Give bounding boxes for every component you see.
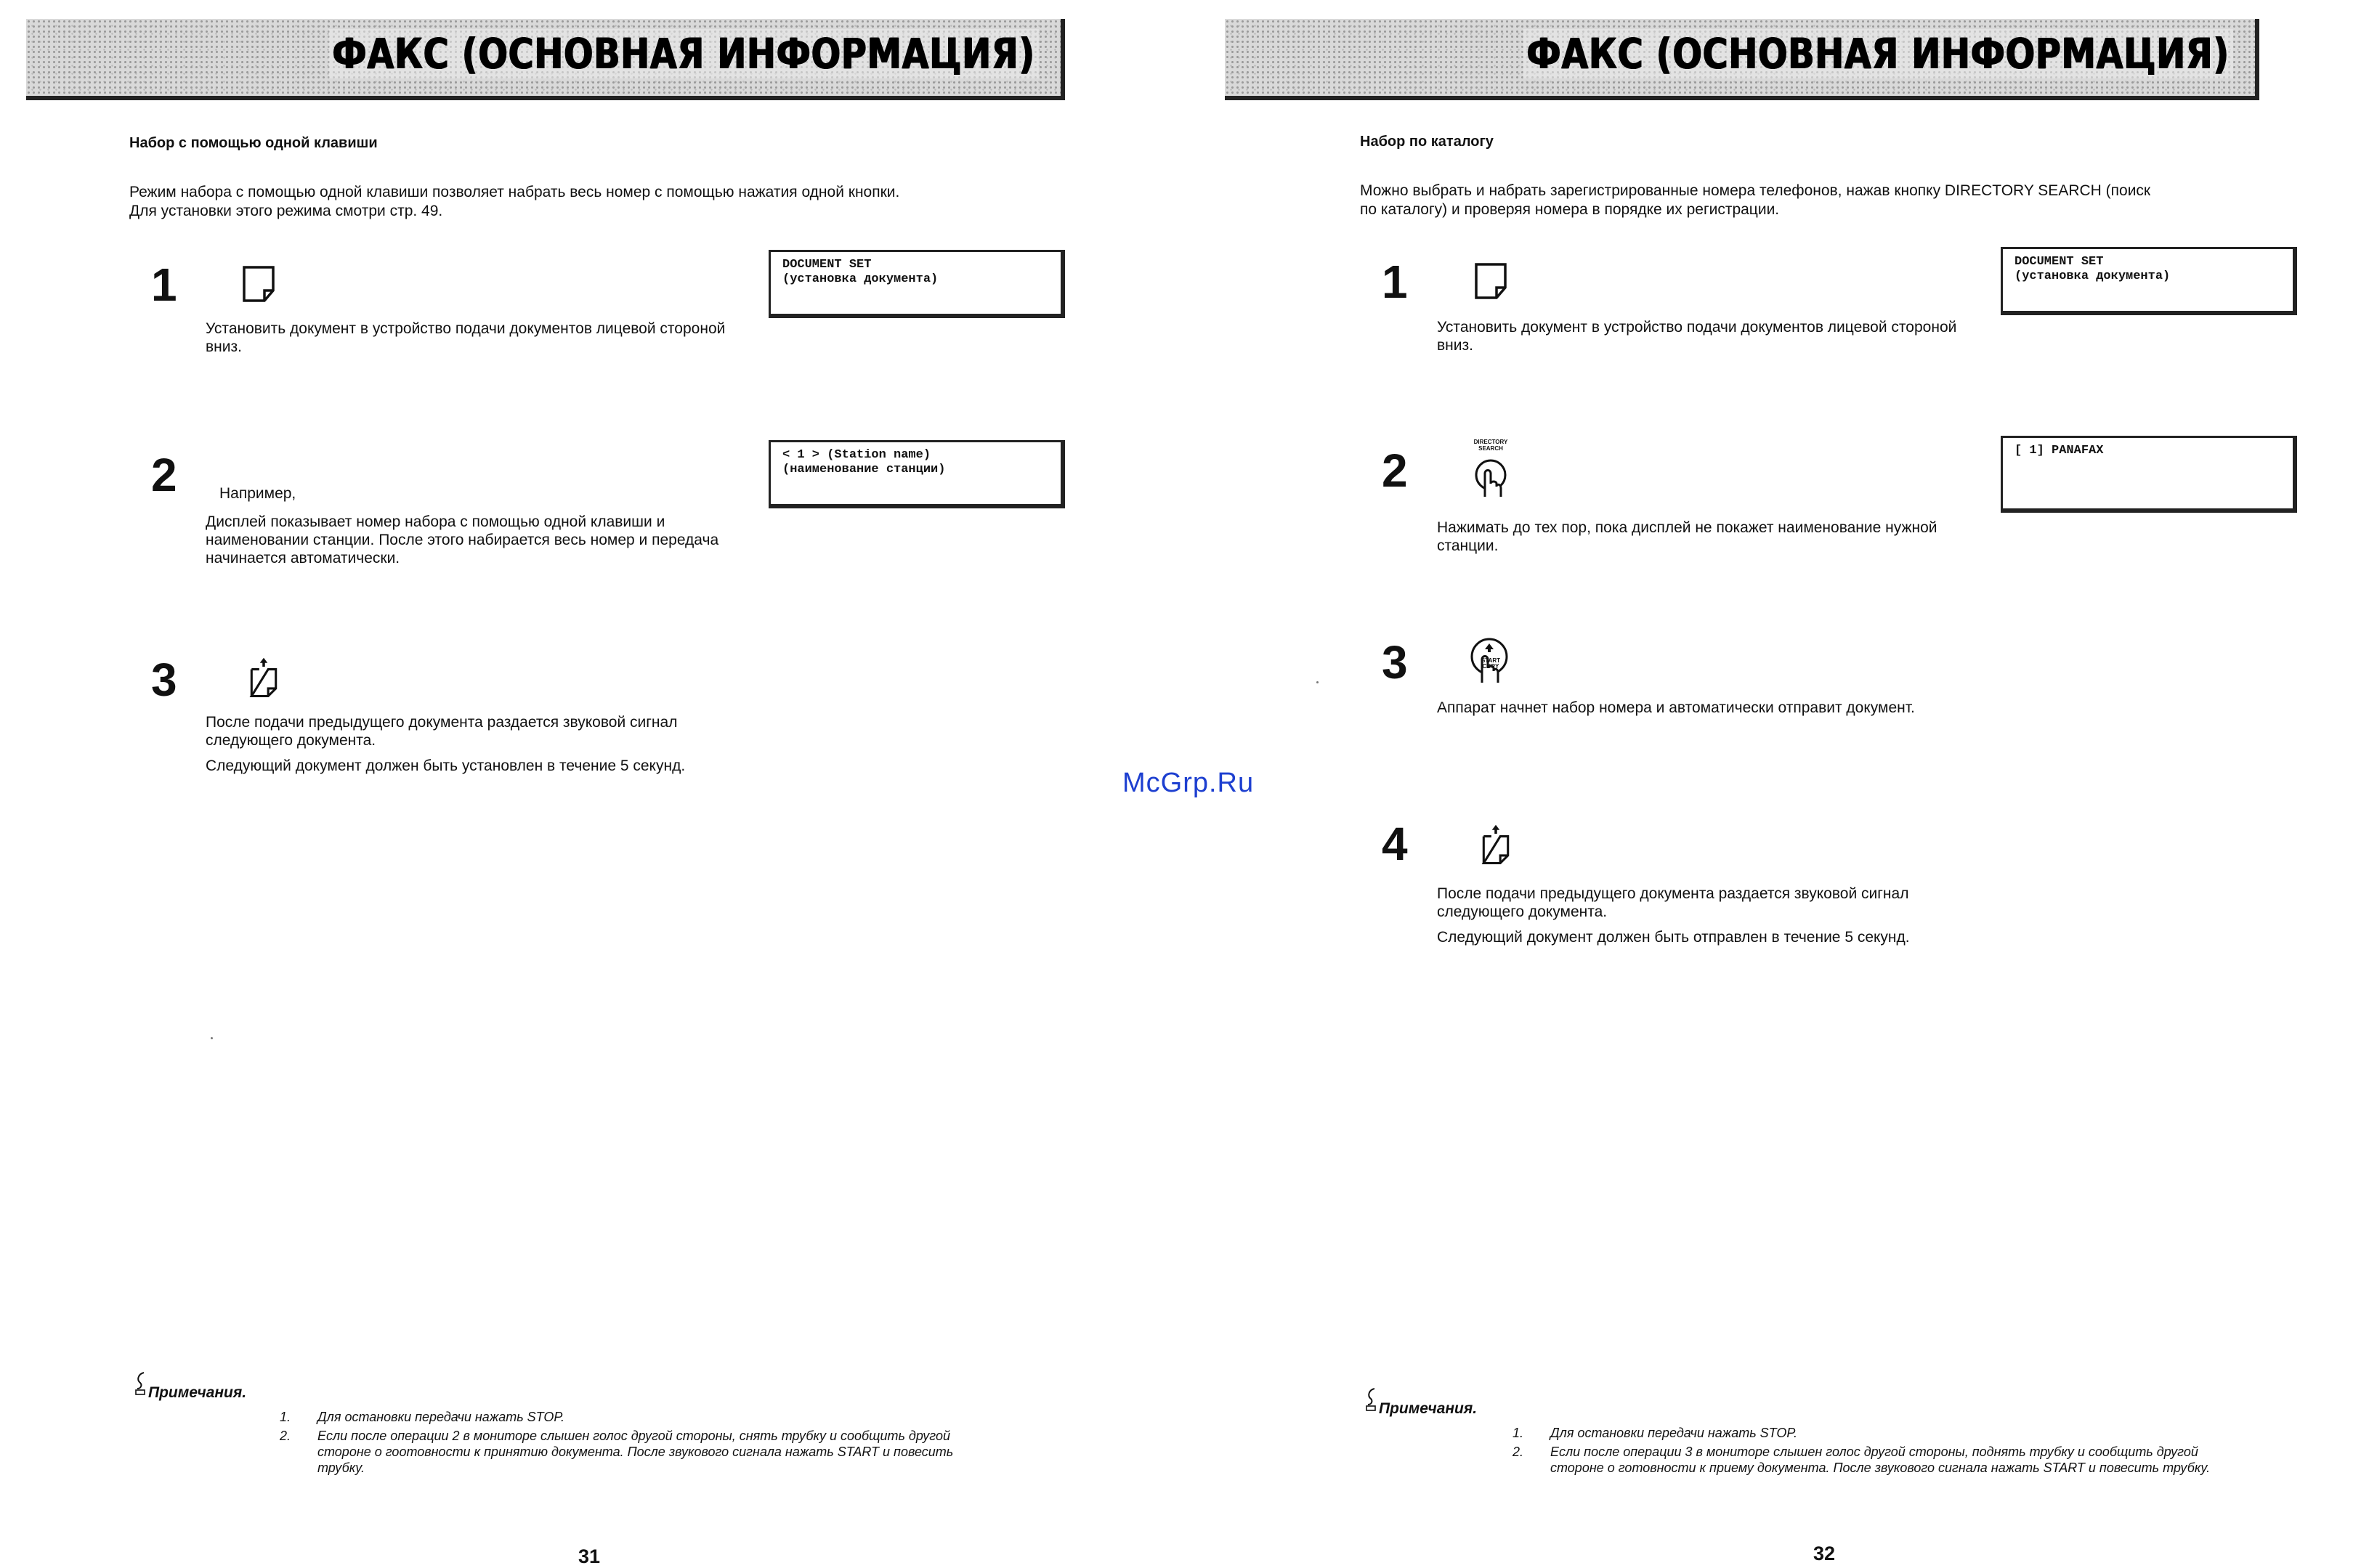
note-pencil-icon: [1364, 1387, 1377, 1412]
step-paragraph: После подачи предыдущего документа раздается звуковой сигнал следующего документа.: [206, 714, 678, 749]
scan-speck: [1316, 681, 1319, 683]
lcd-line: (установка документа): [782, 272, 939, 286]
lcd-line: DOCUMENT SET: [2014, 255, 2104, 269]
right-page: [1188, 0, 2377, 1564]
page-number: 31: [578, 1545, 601, 1567]
notes-heading: Примечания.: [148, 1384, 247, 1401]
lcd-display: [769, 440, 1065, 508]
step-number: 2: [151, 449, 177, 501]
document-feed-icon: [1476, 824, 1515, 866]
lcd-display: [2001, 436, 2297, 513]
note-text: Если после операции 3 в мониторе слышен голос другой стороны, поднять трубку и сообщить другой стороне о готовности к приему документа. После звукового сигнала нажать START и повесить трубку.: [1550, 1445, 2211, 1475]
notes-heading: Примечания.: [1379, 1400, 1478, 1417]
lcd-line: [ 1] PANAFAX: [2014, 444, 2104, 458]
lcd-display: [2001, 247, 2297, 315]
step-paragraph: После подачи предыдущего документа раздается звуковой сигнал следующего документа.: [1437, 885, 1909, 920]
note-item: [280, 1428, 992, 1476]
document-set-icon: [1472, 260, 1511, 302]
step-text: [206, 320, 758, 363]
intro-paragraph: [129, 183, 1096, 221]
note-text: Если после операции 2 в мониторе слышен голос другой стороны, снять трубку и сообщить другой стороне о гоотовности к принятию документа. После звукового сигнала нажать START и повесить трубку.: [317, 1429, 954, 1475]
intro-line: Для установки этого режима смотри стр. 49.: [129, 203, 443, 219]
step-text: [1437, 519, 1989, 562]
step-number: 1: [1382, 256, 1408, 308]
note-text: Для остановки передачи нажать STOP.: [317, 1410, 565, 1424]
section-title: Набор с помощью одной клавиши: [129, 135, 378, 151]
left-page: [0, 0, 1188, 1567]
note-number: 1.: [1513, 1426, 1524, 1440]
page-header-band: [1225, 19, 2259, 100]
watermark: McGrp.Ru: [1122, 768, 1255, 798]
intro-paragraph: [1360, 182, 2326, 219]
section-title: Набор по каталогу: [1360, 134, 1494, 150]
note-item: [280, 1409, 992, 1425]
notes-list: [280, 1409, 992, 1479]
intro-line: по каталогу) и проверяя номера в порядке их регистрации.: [1360, 201, 1780, 218]
step-text: [1437, 699, 1989, 724]
document-set-icon: [240, 263, 279, 305]
note-item: [1513, 1425, 2224, 1441]
page-header-band: [26, 19, 1065, 100]
step-number: 1: [151, 259, 177, 311]
directory-search-label: DIRECTORY SEARCH: [1473, 439, 1508, 452]
step-paragraph: Следующий документ должен быть отправлен в течение 5 секунд.: [1437, 929, 1910, 946]
note-number: 1.: [280, 1410, 291, 1424]
lcd-line: (установка документа): [2014, 269, 2171, 283]
step-paragraph: Аппарат начнет набор номера и автоматически отправит документ.: [1437, 699, 1915, 716]
intro-line: Режим набора с помощью одной клавиши позволяет набрать весь номер с помощью нажатия одной кнопки.: [129, 184, 900, 200]
note-item: [1513, 1444, 2224, 1476]
step-paragraph: Установить документ в устройство подачи документов лицевой стороной вниз.: [206, 320, 726, 355]
page-number: 32: [1813, 1543, 1836, 1564]
step-number: 2: [1382, 444, 1408, 497]
step-text: [1437, 318, 1989, 362]
step-paragraph: Следующий документ должен быть установлен в течение 5 секунд.: [206, 757, 686, 774]
step-number: 3: [1382, 636, 1408, 688]
step-text: [206, 513, 758, 574]
step-paragraph: Дисплей показывает номер набора с помощью одной клавиши и наименовании станции. После этого набирается весь номер и передача начинается автоматически.: [206, 513, 719, 566]
lcd-line: DOCUMENT SET: [782, 258, 872, 272]
note-number: 2.: [1513, 1445, 1524, 1459]
page-header-title: ФАКС (ОСНОВНАЯ ИНФОРМАЦИЯ): [1523, 29, 2233, 78]
step-text: [206, 713, 729, 782]
step-example-label: Например,: [219, 485, 296, 502]
step-number: 4: [1382, 818, 1408, 870]
lcd-line: < 1 > (Station name): [782, 448, 931, 462]
start-copy-label: START COPY: [1481, 657, 1501, 670]
note-number: 2.: [280, 1429, 291, 1443]
note-pencil-icon: [134, 1371, 147, 1396]
lcd-display: [769, 250, 1065, 318]
page-header-title: ФАКС (ОСНОВНАЯ ИНФОРМАЦИЯ): [329, 29, 1039, 78]
step-paragraph: Установить документ в устройство подачи документов лицевой стороной вниз.: [1437, 319, 1957, 354]
directory-search-button-icon: [1469, 455, 1513, 503]
notes-list: [1513, 1425, 2224, 1479]
step-paragraph: Нажимать до тех пор, пока дисплей не покажет наименование нужной станции.: [1437, 519, 1937, 554]
step-number: 3: [151, 654, 177, 706]
scan-speck: [211, 1037, 213, 1039]
lcd-line: (наименование станции): [782, 463, 946, 476]
document-feed-icon: [244, 657, 283, 699]
note-text: Для остановки передачи нажать STOP.: [1550, 1426, 1798, 1440]
step-text: [1437, 885, 1960, 954]
intro-line: Можно выбрать и набрать зарегистрированные номера телефонов, нажав кнопку DIRECTORY SEARCH (поиск: [1360, 182, 2151, 199]
